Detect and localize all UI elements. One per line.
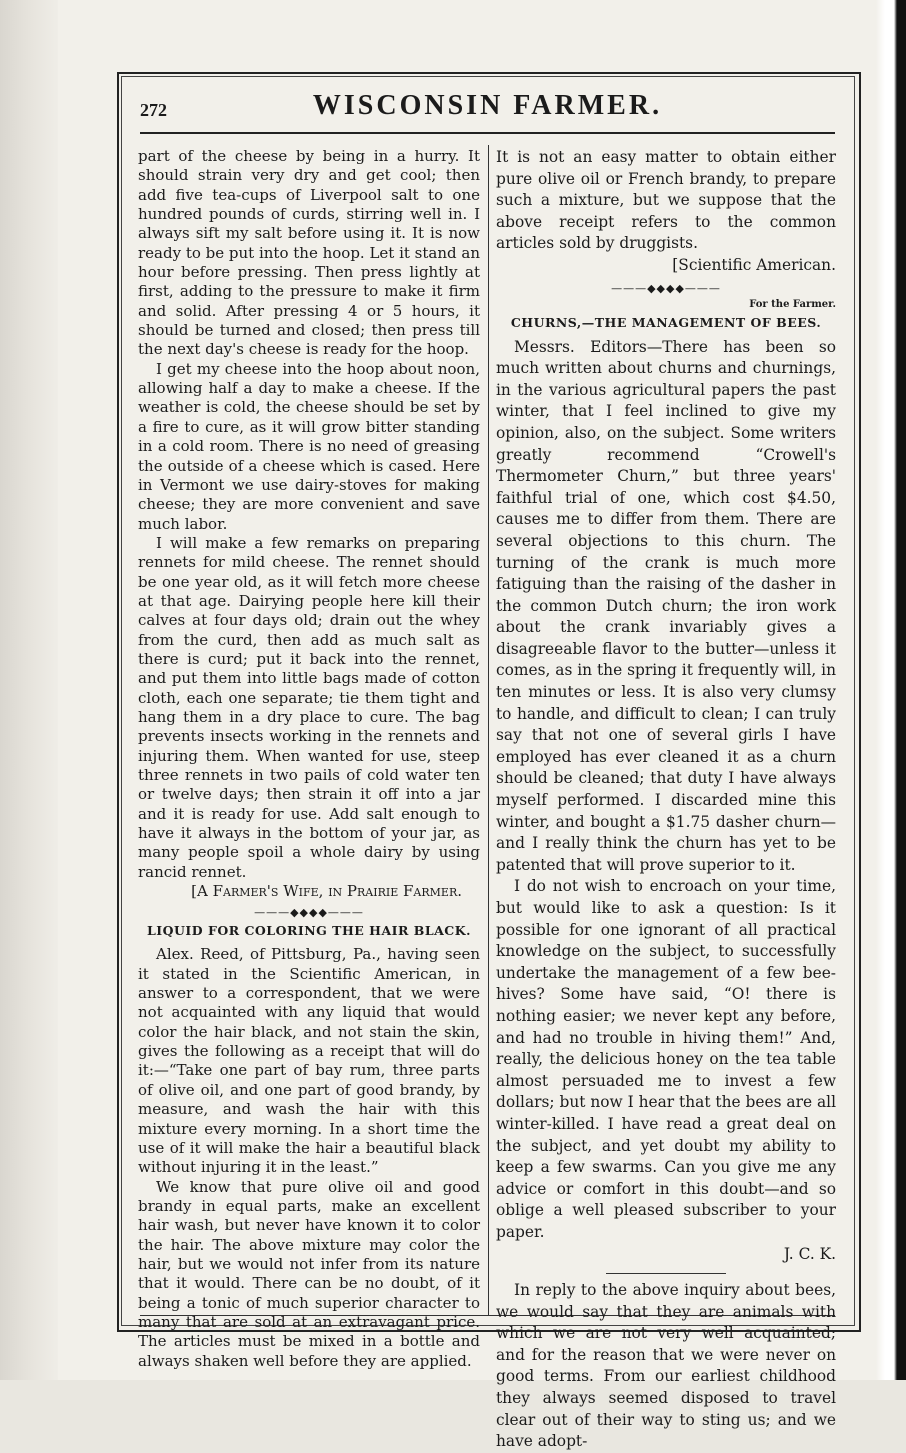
page-header (140, 90, 835, 130)
right-column (496, 147, 836, 1453)
article-signature: [A Farmer's Wife, in Prairie Farmer. (191, 882, 462, 901)
article-heading: LIQUID FOR COLORING THE HAIR BLACK. (147, 923, 471, 939)
column-divider (488, 145, 489, 1315)
article-paragraph: We know that pure olive oil and good brandy in equal parts, make an excellent hair wash, but never have known it to color the hair. The above mixture may color the hair, but we would not infer from its nature that it would. There can be no doubt, of it being a tonic of much superior character to many that are sold at an extravagant price. The articles must be mixed in a bottle and always shaken well before they are applied. (138, 1177, 480, 1370)
section-ornament: ———◆◆◆◆——— (611, 281, 721, 295)
article-paragraph: In reply to the above inquiry about bees, we would say that they are animals with which we are not very well acquainted; and for the reason that we were never on good terms. From our earliest childhood they always seemed disposed to travel clear out of their way to sting us; and we have adopt- (496, 1281, 836, 1451)
article-paragraph: Messrs. Editors—There has been so much written about churns and churnings, in the various agricultural papers the past winter, that I feel inclined to give my opinion, also, on the subject. Some writers greatly recommend “Crowell's Thermometer Churn,” but three years' faithful trial of one, which cost $4.50, causes me to differ from them. There are several objections to this churn. The turning of the crank is much more fatiguing than the raising of the dasher in the common Dutch churn; the iron work about the crank invariably gives a disagreeable flavor to the butter—unless it comes, as in the spring it frequently will, in ten minutes or less. It is also very clumsy to handle, and difficult to clean; I can truly say that not one of several girls I have employed has ever cleaned it as a churn should be cleaned; that duty I have always myself performed. I discarded mine this winter, and bought a $1.75 dasher churn—and I really think the churn has yet to be patented that will prove superior to it. (496, 337, 836, 874)
binding-edge (0, 0, 58, 1380)
article-heading: CHURNS,—THE MANAGEMENT OF BEES. (510, 314, 822, 330)
article-paragraph: part of the cheese by being in a hurry. It should strain very dry and get cool; then add five tea-cups of Liverpool salt to one hundred pounds of curds, stirring well in. I always sift my salt before using it. It is now ready to be put into the hoop. Let it stand an hour before pressing. Then press lightly at first, adding to the pressure to make it firm and solid. After pressing 4 or 5 hours, it should be turned and closed; then press till the next day's cheese is ready for the hoop. (138, 147, 480, 359)
left-column (138, 147, 480, 1371)
section-ornament: ———◆◆◆◆——— (254, 906, 364, 920)
article-paragraph: It is not an easy matter to obtain either pure olive oil or French brandy, to prepare such a mixture, but we suppose that the above receipt refers to the common articles sold by druggists. (496, 148, 836, 253)
page-edge (876, 0, 906, 1380)
article-paragraph: I do not wish to encroach on your time, but would like to ask a question: Is it possible for one ignorant of all practical knowledge on the subject, to successfully undertake the management of a few bee-hives? Some have said, “O! there is nothing easier; we never kept any before, and had no trouble in hiving them!” And, really, the delicious honey on the tea table almost persuaded me to invest a few dollars; but now I hear that the bees are all winter-killed. I have read a great deal on the subject, and yet doubt my ability to keep a few swarms. Can you give me any advice or comfort in this doubt—and so oblige a well pleased subscriber to your paper. (496, 877, 836, 1241)
byline: For the Farmer. (749, 298, 836, 310)
separator-rule (606, 1273, 726, 1274)
masthead: WISCONSIN FARMER. (312, 90, 663, 121)
header-rule (140, 132, 835, 134)
article-paragraph: Alex. Reed, of Pittsburg, Pa., having seen it stated in the Scientific American, in answer to a correspondent, that we were not acquainted with any liquid that would color the hair black, and not stain the skin, gives the following as a receipt that will do it:—“Take one part of bay rum, three parts of olive oil, and one part of good brandy, by measure, and wash the hair with this mixture every morning. In a short time the use of it will make the hair a beautiful black without injuring it in the least.” (138, 945, 480, 1177)
page-number: 272 (140, 100, 167, 120)
article-signature: J. C. K. (783, 1244, 836, 1263)
article-signature: [Scientific American. (672, 255, 836, 274)
article-paragraph: I will make a few remarks on preparing rennets for mild cheese. The rennet should be one year old, as it will fetch more cheese at that age. Dairying people here kill their calves at four days old; drain out the whey from the curd, then add as much salt as there is curd; put it back into the rennet, and put them into little bags made of cotton cloth, each one separate; tie them tight and hang them in a dry place to cure. The bag prevents insects working in the rennets and injuring them. When wanted for use, steep three rennets in two pails of cold water ten or twelve days; then strain it off into a jar and it is ready for use. Add salt enough to have it always in the bottom of your jar, as many people spoil a whole dairy by using rancid rennet. (138, 533, 480, 881)
article-paragraph: I get my cheese into the hoop about noon, allowing half a day to make a cheese. If the weather is cold, the cheese should be set by a fire to cure, as it will grow bitter standing in a cold room. There is no need of greasing the outside of a cheese which is cased. Here in Vermont we use dairy-stoves for making cheese; they are more convenient and save much labor. (138, 359, 480, 533)
